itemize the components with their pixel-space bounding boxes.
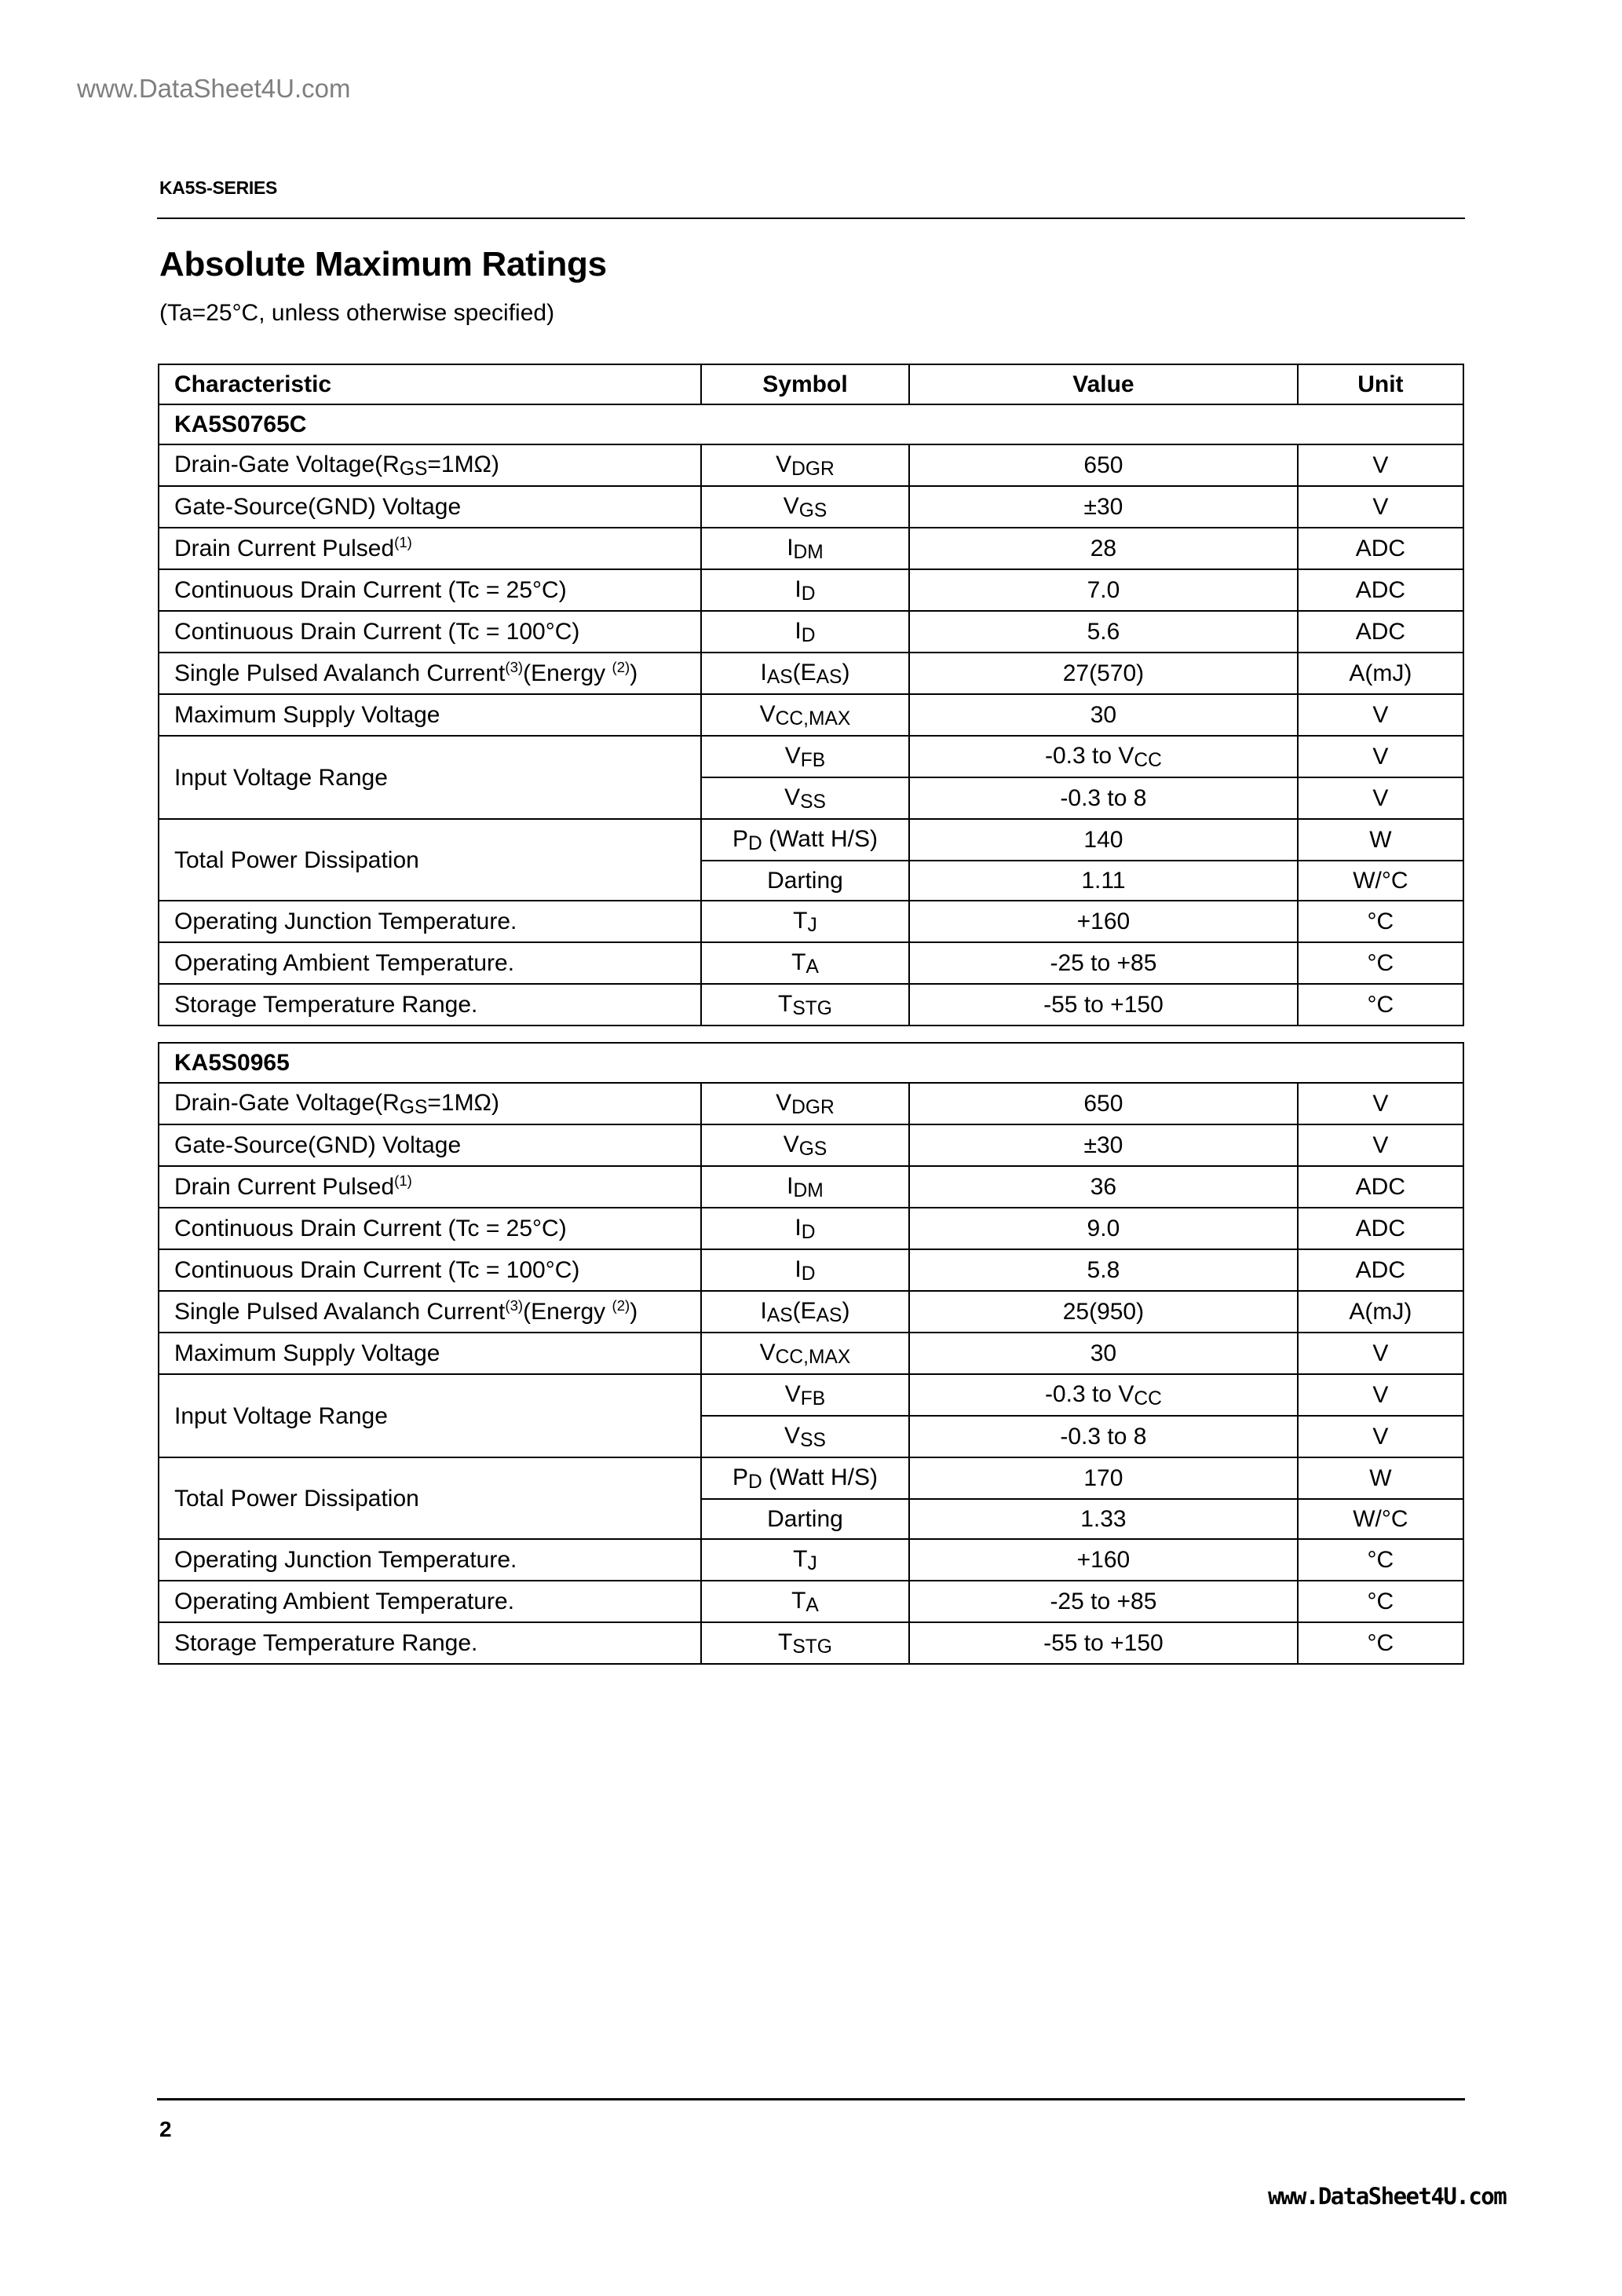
- unit-cell: W/°C: [1298, 861, 1463, 901]
- symbol-cell: TSTG: [701, 1622, 909, 1664]
- value-cell: +160: [909, 901, 1298, 942]
- value-cell: -55 to +150: [909, 1622, 1298, 1664]
- table-header-row: [159, 364, 1463, 404]
- characteristic-cell: Gate-Source(GND) Voltage: [159, 486, 701, 528]
- unit-cell: A(mJ): [1298, 1291, 1463, 1333]
- symbol-cell: IDM: [701, 528, 909, 569]
- page-number: 2: [159, 2117, 172, 2141]
- value-cell: 650: [909, 444, 1298, 486]
- value-cell: -0.3 to 8: [909, 777, 1298, 819]
- footnote-ref: (3): [505, 658, 524, 675]
- table-row: [159, 1457, 1463, 1499]
- value-cell: 1.11: [909, 861, 1298, 901]
- symbol-cell: TJ: [701, 901, 909, 942]
- value-cell: 140: [909, 819, 1298, 861]
- symbol-cell: TA: [701, 942, 909, 984]
- table-row: [159, 444, 1463, 486]
- table-row: [159, 1124, 1463, 1166]
- symbol-cell: VDGR: [701, 444, 909, 486]
- symbol-cell: VSS: [701, 1416, 909, 1457]
- characteristic-cell: Drain Current Pulsed$^{(1)}$: [159, 1166, 701, 1208]
- footnote-ref: (3): [505, 1296, 524, 1314]
- value-cell: 170: [909, 1457, 1298, 1499]
- value-cell: 5.8: [909, 1249, 1298, 1291]
- table-row: [159, 1166, 1463, 1208]
- column-header-value: Value: [909, 364, 1298, 404]
- characteristic-cell: Storage Temperature Range.: [159, 984, 701, 1026]
- ratings-table-ka5s0765c: [158, 364, 1464, 1026]
- value-cell: ±30: [909, 1124, 1298, 1166]
- footnote-ref: (2): [612, 1296, 630, 1314]
- table-row: [159, 901, 1463, 942]
- value-cell: 36: [909, 1166, 1298, 1208]
- table-row: [159, 1083, 1463, 1124]
- unit-cell: W: [1298, 819, 1463, 861]
- table-row: [159, 1581, 1463, 1622]
- symbol-cell: ID: [701, 569, 909, 611]
- value-cell: -25 to +85: [909, 942, 1298, 984]
- characteristic-cell: Continuous Drain Current (Tc = 100°C): [159, 1249, 701, 1291]
- footnote-ref: (1): [394, 1172, 412, 1189]
- page-title: Absolute Maximum Ratings: [159, 245, 607, 283]
- device-name: KA5S0765C: [159, 404, 1463, 444]
- device-section-row: [159, 404, 1463, 444]
- unit-cell: °C: [1298, 1581, 1463, 1622]
- unit-cell: ADC: [1298, 569, 1463, 611]
- table-row: [159, 1374, 1463, 1416]
- symbol-cell: Darting: [701, 861, 909, 901]
- table-row: [159, 736, 1463, 777]
- ratings-table-ka5s0965: [158, 1042, 1464, 1665]
- symbol-cell: ID: [701, 1249, 909, 1291]
- characteristic-cell: Operating Ambient Temperature.: [159, 942, 701, 984]
- value-cell: -0.3 to VCC: [909, 736, 1298, 777]
- value-cell: 1.33: [909, 1499, 1298, 1539]
- characteristic-cell: Gate-Source(GND) Voltage: [159, 1124, 701, 1166]
- symbol-cell: VCC,MAX: [701, 694, 909, 736]
- unit-cell: V: [1298, 1083, 1463, 1124]
- characteristic-cell: Storage Temperature Range.: [159, 1622, 701, 1664]
- characteristic-cell: Operating Ambient Temperature.: [159, 1581, 701, 1622]
- value-cell: 25(950): [909, 1291, 1298, 1333]
- symbol-cell: IAS(EAS): [701, 1291, 909, 1333]
- column-header-symbol: Symbol: [701, 364, 909, 404]
- unit-cell: V: [1298, 694, 1463, 736]
- symbol-cell: VFB: [701, 1374, 909, 1416]
- table-row: [159, 1333, 1463, 1374]
- table-row: [159, 1249, 1463, 1291]
- unit-cell: V: [1298, 1333, 1463, 1374]
- characteristic-cell: Continuous Drain Current (Tc = 25°C): [159, 569, 701, 611]
- unit-cell: °C: [1298, 901, 1463, 942]
- footnote-ref: (1): [394, 533, 412, 550]
- device-section-row: [159, 1043, 1463, 1083]
- unit-cell: °C: [1298, 942, 1463, 984]
- value-cell: -0.3 to VCC: [909, 1374, 1298, 1416]
- symbol-cell: ID: [701, 1208, 909, 1249]
- symbol-cell: VGS: [701, 486, 909, 528]
- value-cell: -25 to +85: [909, 1581, 1298, 1622]
- table-row: [159, 1539, 1463, 1581]
- symbol-cell: Darting: [701, 1499, 909, 1539]
- symbol-cell: VGS: [701, 1124, 909, 1166]
- value-cell: 7.0: [909, 569, 1298, 611]
- unit-cell: ADC: [1298, 611, 1463, 653]
- table-row: [159, 1291, 1463, 1333]
- table-row: [159, 611, 1463, 653]
- unit-cell: V: [1298, 1416, 1463, 1457]
- symbol-cell: VDGR: [701, 1083, 909, 1124]
- unit-cell: ADC: [1298, 528, 1463, 569]
- characteristic-cell: Operating Junction Temperature.: [159, 1539, 701, 1581]
- page-subtitle: (Ta=25°C, unless otherwise specified): [159, 300, 555, 326]
- unit-cell: V: [1298, 486, 1463, 528]
- table-row: [159, 1208, 1463, 1249]
- unit-cell: °C: [1298, 984, 1463, 1026]
- characteristic-cell: Total Power Dissipation: [159, 1457, 701, 1539]
- unit-cell: W: [1298, 1457, 1463, 1499]
- table-row: [159, 942, 1463, 984]
- column-header-unit: Unit: [1298, 364, 1463, 404]
- symbol-cell: TA: [701, 1581, 909, 1622]
- characteristic-cell: Maximum Supply Voltage: [159, 1333, 701, 1374]
- table-row: [159, 1622, 1463, 1664]
- unit-cell: V: [1298, 1374, 1463, 1416]
- unit-cell: °C: [1298, 1539, 1463, 1581]
- symbol-cell: PD (Watt H/S): [701, 1457, 909, 1499]
- table-row: [159, 653, 1463, 694]
- unit-cell: ADC: [1298, 1249, 1463, 1291]
- symbol-cell: IDM: [701, 1166, 909, 1208]
- table-row: [159, 819, 1463, 861]
- symbol-cell: PD (Watt H/S): [701, 819, 909, 861]
- characteristic-cell: Maximum Supply Voltage: [159, 694, 701, 736]
- value-cell: 30: [909, 1333, 1298, 1374]
- value-cell: 27(570): [909, 653, 1298, 694]
- symbol-cell: TJ: [701, 1539, 909, 1581]
- characteristic-cell: Input Voltage Range: [159, 1374, 701, 1457]
- symbol-cell: VFB: [701, 736, 909, 777]
- table-row: [159, 528, 1463, 569]
- characteristic-cell: Continuous Drain Current (Tc = 100°C): [159, 611, 701, 653]
- characteristic-cell: Input Voltage Range: [159, 736, 701, 819]
- value-cell: 30: [909, 694, 1298, 736]
- value-cell: ±30: [909, 486, 1298, 528]
- value-cell: 28: [909, 528, 1298, 569]
- unit-cell: A(mJ): [1298, 653, 1463, 694]
- symbol-cell: VSS: [701, 777, 909, 819]
- footnote-ref: (2): [612, 658, 630, 675]
- symbol-cell: ID: [701, 611, 909, 653]
- value-cell: +160: [909, 1539, 1298, 1581]
- value-cell: 5.6: [909, 611, 1298, 653]
- watermark-bottom: www.DataSheet4U.com: [1268, 2183, 1507, 2210]
- characteristic-cell: Drain Current Pulsed$^{(1)}$: [159, 528, 701, 569]
- unit-cell: ADC: [1298, 1208, 1463, 1249]
- value-cell: -0.3 to 8: [909, 1416, 1298, 1457]
- unit-cell: V: [1298, 1124, 1463, 1166]
- device-name: KA5S0965: [159, 1043, 1463, 1083]
- unit-cell: ADC: [1298, 1166, 1463, 1208]
- characteristic-cell: Continuous Drain Current (Tc = 25°C): [159, 1208, 701, 1249]
- symbol-cell: TSTG: [701, 984, 909, 1026]
- unit-cell: °C: [1298, 1622, 1463, 1664]
- footer-divider: [157, 2098, 1465, 2100]
- characteristic-cell: Single Pulsed Avalanch Current$^{(3)}$(Energy $^{(2)}$): [159, 653, 701, 694]
- watermark-top: www.DataSheet4U.com: [77, 74, 351, 103]
- table-row: [159, 486, 1463, 528]
- characteristic-cell: Drain-Gate Voltage(RGS=1MΩ): [159, 444, 701, 486]
- value-cell: 650: [909, 1083, 1298, 1124]
- characteristic-cell: Drain-Gate Voltage(RGS=1MΩ): [159, 1083, 701, 1124]
- symbol-cell: IAS(EAS): [701, 653, 909, 694]
- table-row: [159, 984, 1463, 1026]
- value-cell: -55 to +150: [909, 984, 1298, 1026]
- unit-cell: W/°C: [1298, 1499, 1463, 1539]
- header-divider: [157, 218, 1465, 219]
- column-header-characteristic: Characteristic: [159, 364, 701, 404]
- unit-cell: V: [1298, 736, 1463, 777]
- unit-cell: V: [1298, 444, 1463, 486]
- series-header: KA5S-SERIES: [159, 177, 278, 198]
- characteristic-cell: Single Pulsed Avalanch Current$^{(3)}$(Energy $^{(2)}$): [159, 1291, 701, 1333]
- table-row: [159, 694, 1463, 736]
- characteristic-cell: Operating Junction Temperature.: [159, 901, 701, 942]
- value-cell: 9.0: [909, 1208, 1298, 1249]
- unit-cell: V: [1298, 777, 1463, 819]
- table-row: [159, 569, 1463, 611]
- symbol-cell: VCC,MAX: [701, 1333, 909, 1374]
- characteristic-cell: Total Power Dissipation: [159, 819, 701, 901]
